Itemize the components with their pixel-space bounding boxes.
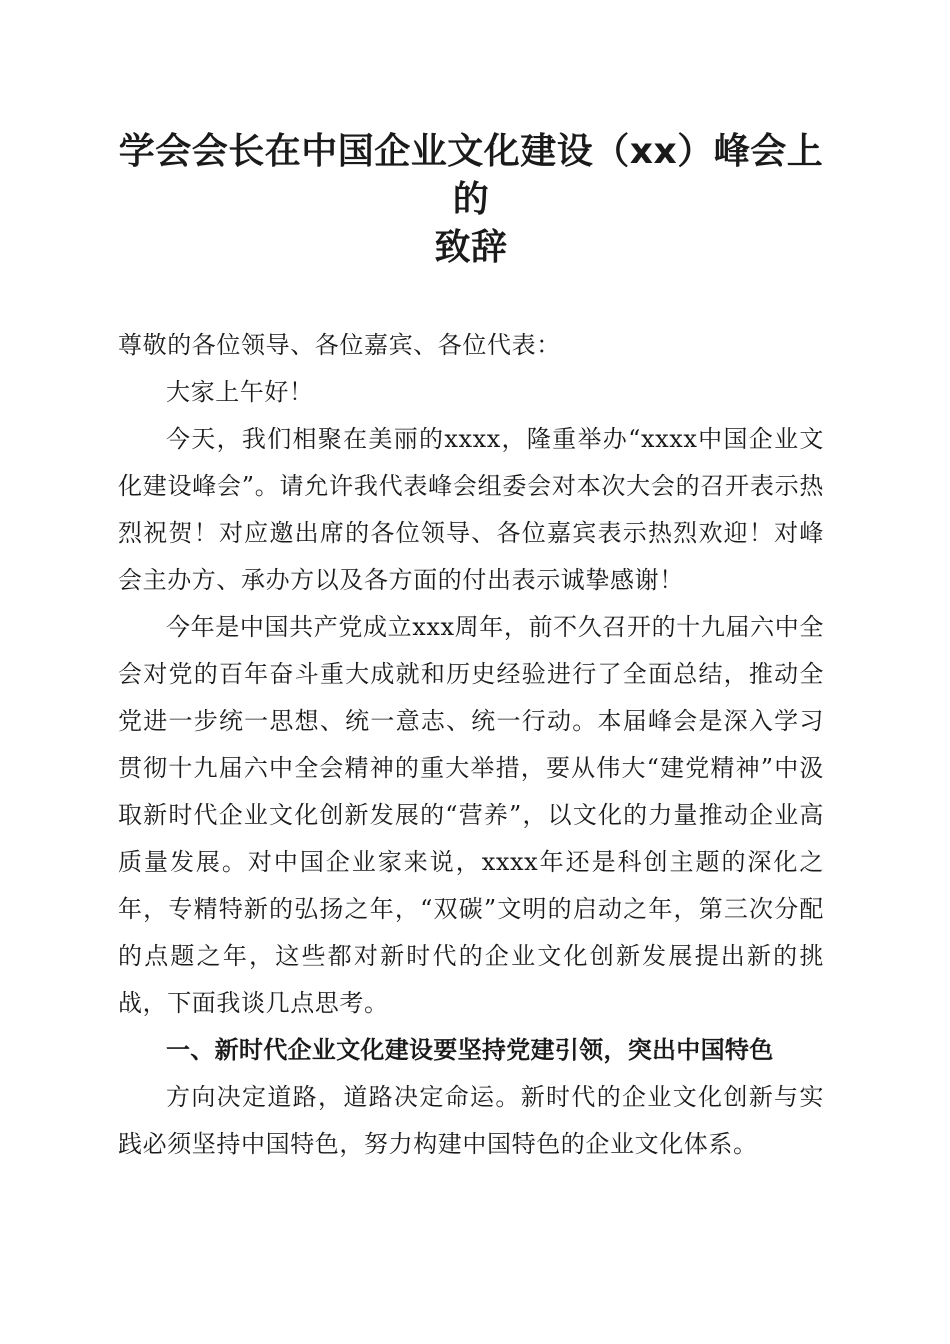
paragraph-opening: 今天，我们相聚在美丽的xxxx，隆重举办“xxxx中国企业文化建设峰会”。请允许我代表峰会组委会对本次大会的召开表示热烈祝贺！对应邀出席的各位领导、各位嘉宾表示热烈欢迎！对峰会主办方、承办方以及各方面的付出表示诚挚感谢！ [118, 425, 824, 594]
document-page [118, 128, 824, 1168]
salutation: 尊敬的各位领导、各位嘉宾、各位代表： [118, 331, 561, 359]
paragraph-context: 今年是中国共产党成立xxx周年，前不久召开的十九届六中全会对党的百年奋斗重大成就和历史经验进行了全面总结，推动全党进一步统一思想、统一意志、统一行动。本届峰会是深入学习贯彻十九届六中全会精神的重大举措，要从伟大“建党精神”中汲取新时代企业文化创新发展的“营养”，以文化的力量推动企业高质量发展。对中国企业家来说，xxxx年还是科创主题的深化之年，专精特新的弘扬之年，“双碳”文明的启动之年，第三次分配的点题之年，这些都对新时代的企业文化创新发展提出新的挑战，下面我谈几点思考。 [118, 613, 824, 1017]
paragraph-section-1: 方向决定道路，道路决定命运。新时代的企业文化创新与实践必须坚持中国特色，努力构建中国特色的企业文化体系。 [118, 1083, 824, 1158]
section-heading-1: 一、新时代企业文化建设要坚持党建引领，突出中国特色 [166, 1036, 774, 1064]
greeting: 大家上午好！ [166, 378, 314, 406]
document-body [118, 322, 824, 1168]
title-line-1: 学会会长在中国企业文化建设（xx）峰会上的 [118, 131, 824, 220]
title-line-2: 致辞 [434, 227, 508, 268]
document-title [118, 128, 824, 272]
